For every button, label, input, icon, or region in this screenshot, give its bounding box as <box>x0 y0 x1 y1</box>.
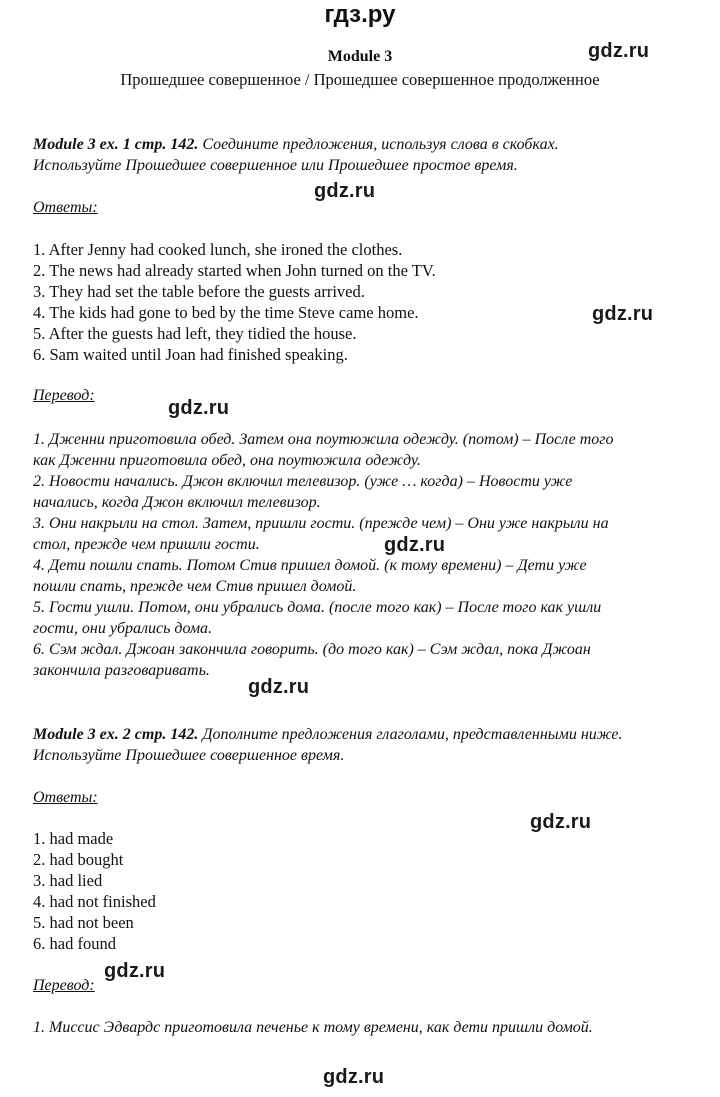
ex2-heading <box>33 724 693 766</box>
ex1-task-cont: Используйте Прошедшее совершенное или Прошедшее простое время. <box>33 157 518 174</box>
translation-line: 4. Дети пошли спать. Потом Стив пришел домой. (к тому времени) – Дети уже <box>33 557 587 574</box>
watermark: gdz.ru <box>248 676 310 698</box>
translation-line: начались, когда Джон включил телевизор. <box>33 494 321 511</box>
answer-line: 6. Sam waited until Joan had finished speaking. <box>33 345 348 364</box>
module-title: Module 3 <box>327 48 393 65</box>
watermark: gdz.ru <box>384 534 446 556</box>
translation-line: 3. Они накрыли на стол. Затем, пришли гости. (прежде чем) – Они уже накрыли на <box>33 515 609 532</box>
translation-line: закончила разговаривать. <box>33 662 210 679</box>
watermark: gdz.ru <box>314 180 376 202</box>
answer-line: 4. The kids had gone to bed by the time Steve came home. <box>33 303 419 322</box>
ex1-answers-label: Ответы: <box>33 199 98 216</box>
translation-line: как Дженни приготовила обед, она поутюжила одежду. <box>33 452 421 469</box>
translation-line: 1. Дженни приготовила обед. Затем она поутюжила одежду. (потом) – После того <box>33 431 614 448</box>
ex1-translation <box>33 429 693 681</box>
answer-line: 1. After Jenny had cooked lunch, she ironed the clothes. <box>33 240 403 259</box>
translation-line: 2. Новости начались. Джон включил телевизор. (уже … когда) – Новости уже <box>33 473 573 490</box>
watermark: gdz.ru <box>588 40 650 62</box>
answer-line: 3. They had set the table before the guests arrived. <box>33 282 365 301</box>
ex2-ref: Module 3 ex. 2 стр. 142. <box>33 726 199 743</box>
ex2-translation <box>33 1017 693 1038</box>
answer-line: 4. had not finished <box>33 892 156 911</box>
translation-line: 1. Миссис Эдвардс приготовила печенье к тому времени, как дети пришли домой. <box>33 1019 593 1036</box>
module-subtitle: Прошедшее совершенное / Прошедшее совершенное продолженное <box>120 70 600 89</box>
ex1-translation-label: Перевод: <box>33 387 95 404</box>
translation-line: гости, они убрались дома. <box>33 620 213 637</box>
answer-line: 1. had made <box>33 829 114 848</box>
translation-line: 6. Сэм ждал. Джоан закончила говорить. (до того как) – Сэм ждал, пока Джоан <box>33 641 591 658</box>
ex1-ref: Module 3 ex. 1 стр. 142. <box>33 136 199 153</box>
translation-line: 5. Гости ушли. Потом, они убрались дома. (после того как) – После того как ушли <box>33 599 602 616</box>
answer-line: 3. had lied <box>33 871 103 890</box>
translation-line: стол, прежде чем пришли гости. <box>33 536 260 553</box>
ex1-task: Соедините предложения, используя слова в скобках. <box>198 136 559 153</box>
watermark: gdz.ru <box>323 1066 385 1088</box>
translation-line: пошли спать, прежде чем Стив пришел домой. <box>33 578 357 595</box>
site-header: гдз.ру <box>324 1 396 28</box>
ex1-heading <box>33 134 693 176</box>
answer-line: 6. had found <box>33 934 116 953</box>
watermark: gdz.ru <box>592 303 654 325</box>
watermark: gdz.ru <box>530 811 592 833</box>
answer-line: 2. The news had already started when John turned on the TV. <box>33 261 436 280</box>
ex2-translation-label: Перевод: <box>33 977 95 994</box>
ex2-task: Дополните предложения глаголами, представленными ниже. <box>198 726 623 743</box>
answer-line: 5. After the guests had left, they tidied the house. <box>33 324 357 343</box>
answer-line: 5. had not been <box>33 913 134 932</box>
ex2-answers-label: Ответы: <box>33 789 98 806</box>
watermark: gdz.ru <box>168 397 230 419</box>
watermark: gdz.ru <box>104 960 166 982</box>
ex2-task-cont: Используйте Прошедшее совершенное время. <box>33 747 345 764</box>
ex1-answers-list <box>33 239 693 365</box>
answer-line: 2. had bought <box>33 850 124 869</box>
ex2-answers-list <box>33 828 693 954</box>
